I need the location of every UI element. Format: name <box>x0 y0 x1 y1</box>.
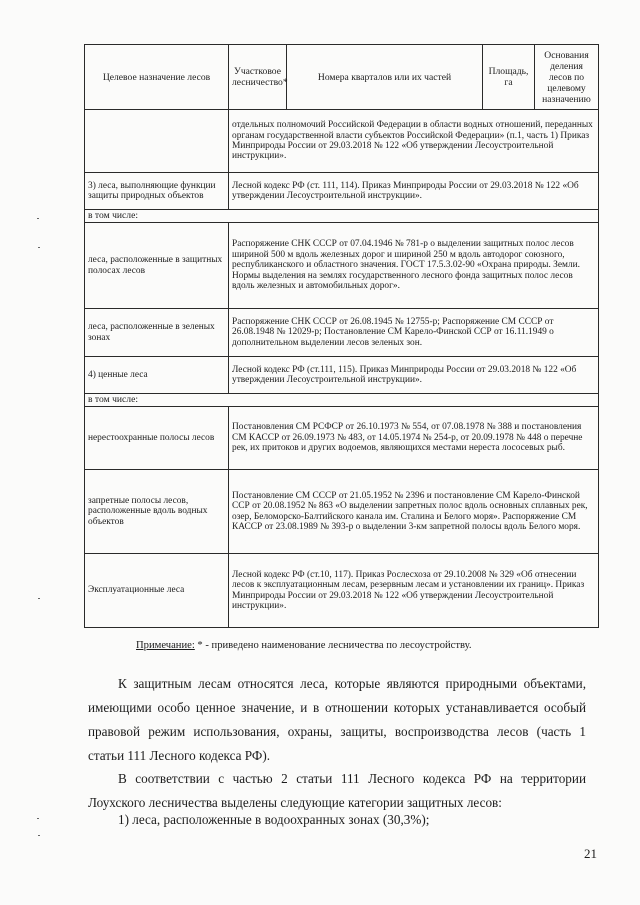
table-footnote <box>136 640 472 651</box>
table-header-row <box>85 45 599 110</box>
row-documents: Лесной кодекс РФ (ст.111, 115). Приказ Минприроды России от 29.03.2018 № 122 «Об утверждении Лесоустроительной инструкции». <box>229 357 599 394</box>
paragraph-protective-forests: К защитным лесам относятся леса, которые являются природными объектами, имеющими особо ценное значение, и в отношении которых устанавливается особый правовой режим использования, охраны, защиты, воспроизводства лесов (часть 1 статьи 111 Лесного кодекса РФ). <box>88 676 586 763</box>
table-row <box>85 173 599 210</box>
scan-speck <box>37 218 39 219</box>
row-documents: Постановление СМ СССР от 21.05.1952 № 2396 и постановление СМ Карело-Финской ССР от 20.08.1952 № 863 «О выделении запретных полос вдоль основных сплавных рек, озер, Беломорско-Балтийского канала им. Сталина и Белого моря». Распоряжение СМ КАССР от 23.08.1989 № 393-р о выделении 3-км запретной полосы вдоль Белого моря. <box>229 470 599 554</box>
row-label: леса, расположенные в защитных полосах лесов <box>85 223 229 309</box>
row-documents: Лесной кодекс РФ (ст.10, 117). Приказ Рослесхоза от 29.10.2008 № 329 «Об отнесении лесов к эксплуатационным лесам, резервным лесам и установлении их границ». Приказ Минприроды России от 29.03.2018 № 122 «Об утверждении Лесоустроительной инструкции». <box>229 554 599 628</box>
row-label: 4) ценные леса <box>85 357 229 394</box>
scan-speck <box>38 247 40 248</box>
paragraph-list-item: 1) леса, расположенные в водоохранных зонах (30,3%); <box>118 812 430 827</box>
scan-speck <box>38 598 40 599</box>
row-documents: отдельных полномочий Российской Федерации в области водных отношений, переданных органам государственной власти субъектов Российской Федерации» (п.1, часть 1) Приказ Минприроды России от 29.03.2018 № 122 «Об утверждении Лесоустроительной инструкции». <box>229 110 599 173</box>
forest-purpose-table <box>84 44 599 628</box>
table-subheader-row <box>85 394 599 407</box>
header-area: Площадь, га <box>483 45 535 110</box>
row-label: 3) леса, выполняющие функции защиты природных объектов <box>85 173 229 210</box>
header-district: Участковое лесничество* <box>229 45 287 110</box>
row-label: леса, расположенные в зеленых зонах <box>85 309 229 357</box>
scan-speck <box>38 835 40 836</box>
row-label <box>85 110 229 173</box>
subheader-label: в том числе: <box>85 210 599 223</box>
table-row <box>85 407 599 470</box>
table-subheader-row <box>85 210 599 223</box>
header-basis: Основания деления лесов по целевому назначению <box>535 45 599 110</box>
row-label: запретные полосы лесов, расположенные вдоль водных объектов <box>85 470 229 554</box>
footnote-label: Примечание: <box>136 640 195 651</box>
table-row <box>85 110 599 173</box>
page-number: 21 <box>584 846 597 861</box>
footnote-text: * - приведено наименование лесничества по лесоустройству. <box>194 640 472 651</box>
row-documents: Лесной кодекс РФ (ст. 111, 114). Приказ Минприроды России от 29.03.2018 № 122 «Об утверждении Лесоустроительной инструкции». <box>229 173 599 210</box>
scan-speck <box>37 818 39 819</box>
row-documents: Постановления СМ РСФСР от 26.10.1973 № 554, от 07.08.1978 № 388 и постановления СМ КАССР от 26.09.1973 № 483, от 14.05.1974 № 254-р, от 20.09.1978 № 448 о перечне рек, их притоков и других водоемов, являющихся местами нереста лососевых рыб. <box>229 407 599 470</box>
subheader-label: в том числе: <box>85 394 599 407</box>
header-quarters: Номера кварталов или их частей <box>287 45 483 110</box>
table-row <box>85 223 599 309</box>
table-row <box>85 309 599 357</box>
row-documents: Распоряжение СНК СССР от 07.04.1946 № 781-р о выделении защитных полос лесов шириной 500 м вдоль железных дорог и шириной 250 м вдоль автодорог союзного, республиканского и областного значения. ГОСТ 17.5.3.02-90 «Охрана природы. Земли. Нормы выделения на землях государственного лесного фонда защитных полос лесов вдоль железных и автомобильных дорог». <box>229 223 599 309</box>
header-purpose: Целевое назначение лесов <box>85 45 229 110</box>
row-label: Эксплуатационные леса <box>85 554 229 628</box>
row-documents: Распоряжение СНК СССР от 26.08.1945 № 12755-р; Распоряжение СМ СССР от 26.08.1948 № 12029-р; Постановление СМ Карело-Финской ССР от 16.11.1949 о дополнительном выделении лесов зеленых зон. <box>229 309 599 357</box>
table-row <box>85 554 599 628</box>
paragraph-categories-intro: В соответствии с частью 2 статьи 111 Лесного кодекса РФ на территории Лоухского лесничества выделены следующие категории защитных лесов: <box>88 771 586 810</box>
table-row <box>85 470 599 554</box>
row-label: нерестоохранные полосы лесов <box>85 407 229 470</box>
table-row <box>85 357 599 394</box>
